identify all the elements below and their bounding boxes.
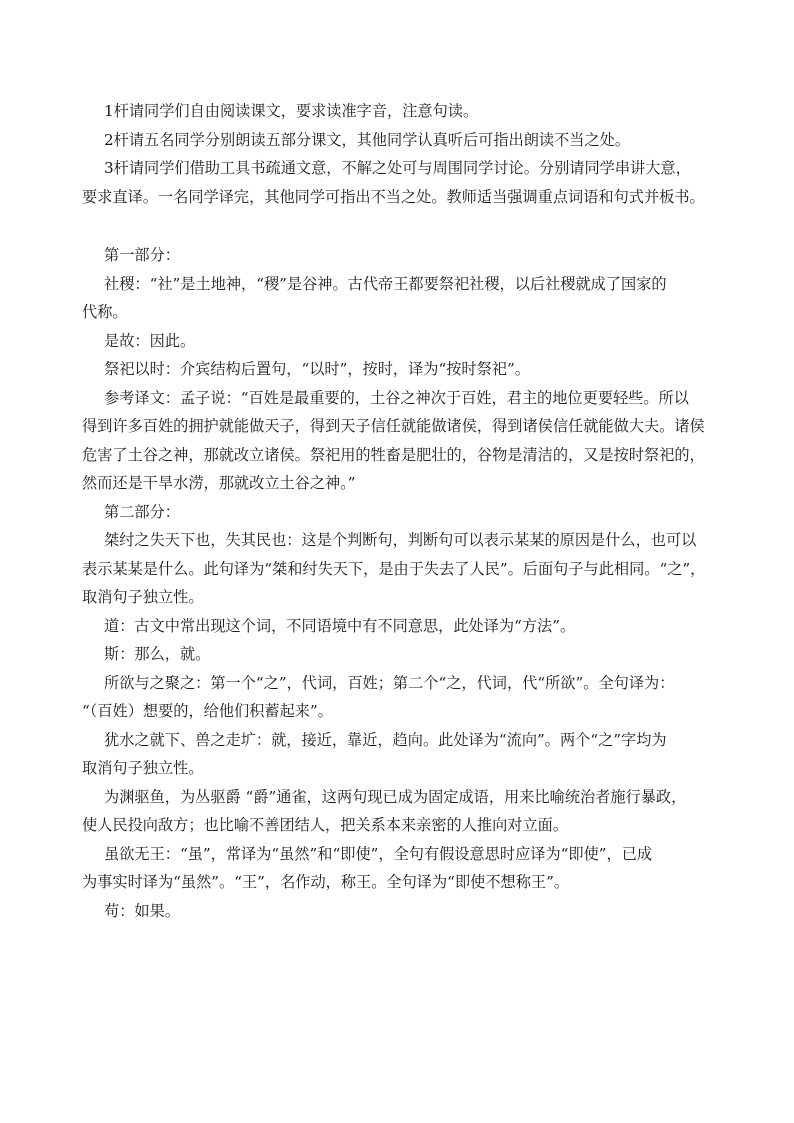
step-3-line-1: 3杆请同学们借助工具书疏通文意，不解之处可与周围同学讨论。分别请同学串讲大意， bbox=[104, 159, 691, 177]
part1-line: 得到许多百姓的拥护就能做天子，得到天子信任就能做诸侯，得到诸侯信任就能做大夫。诸侯 bbox=[82, 417, 705, 435]
part1-line: 代称。 bbox=[82, 303, 128, 321]
part2-line: 为渊驱鱼，为丛驱爵 “爵”通雀，这两句现已成为固定成语，用来比喻统治者施行暴政， bbox=[104, 787, 687, 806]
part2-line: 取消句子独立性。 bbox=[82, 759, 204, 777]
part1-line: 是故：因此。 bbox=[104, 331, 196, 350]
part2-line: 斯：那么，就。 bbox=[104, 645, 211, 663]
part1-line: 危害了土谷之神，那就改立诸侯。祭祀用的牲畜是肥壮的，谷物是清洁的，又是按时祭祀的， bbox=[82, 445, 705, 464]
section-gap bbox=[104, 211, 712, 241]
part1-line: 然而还是干旱水涝，那就改立土谷之神。” bbox=[82, 474, 356, 492]
part2-line: 犹水之就下、兽之走圹：就，接近，靠近，趋向。此处译为“流向”。两个“之”字均为 bbox=[104, 730, 667, 749]
part2-line: 道：古文中常出现这个词，不同语境中有不同意思，此处译为“方法”。 bbox=[104, 616, 576, 635]
part1-line: 祭祀以时：介宾结构后置句，“以时”，按时，译为“按时祭祀”。 bbox=[104, 360, 530, 378]
part2-line: 虽欲无王：“虽”，常译为“虽然”和“即使”，全句有假设意思时应译为“即使”，已成 bbox=[104, 844, 653, 863]
part1-line: 社稷：“社”是土地神，“稷”是谷神。古代帝王都要祭祀社稷，以后社稷就成了国家的 bbox=[104, 274, 667, 293]
part2-line: 使人民投向敌方；也比喻不善团结人，把关系本来亲密的人推向对立面。 bbox=[82, 816, 568, 834]
step-3-line-2: 要求直译。一名同学译完，其他同学可指出不当之处。教师适当强调重点词语和句式并板书。 bbox=[82, 187, 705, 206]
step-1: 1杆请同学们自由阅读课文，要求读准字音，注意句读。 bbox=[104, 102, 479, 120]
part2-line: 苟：如果。 bbox=[104, 901, 180, 920]
part1-heading: 第一部分： bbox=[104, 246, 180, 264]
part2-line: 为事实时译为“虽然”。“王”，名作动，称王。全句译为“即使不想称王”。 bbox=[82, 873, 570, 891]
step-2: 2杆请五名同学分别朗读五部分课文，其他同学认真听后可指出朗读不当之处。 bbox=[104, 130, 631, 149]
part2-line: 取消句子独立性。 bbox=[82, 588, 204, 606]
part2-line: “（百姓）想要的，给他们积蓄起来”。 bbox=[82, 702, 333, 720]
part2-heading: 第二部分： bbox=[104, 502, 180, 521]
part2-line: 桀纣之失天下也，失其民也：这是个判断句，判断句可以表示某某的原因是什么，也可以 bbox=[104, 531, 697, 549]
part2-line: 所欲与之聚之：第一个“之”，代词，百姓；第二个“之，代词，代“所欲”。全句译为： bbox=[104, 673, 675, 692]
part2-line: 表示某某是什么。此句译为“桀和纣失天下，是由于失去了人民”。后面句子与此相同。“之”， bbox=[82, 559, 706, 578]
part1-line: 参考译文：孟子说：“百姓是最重要的，土谷之神次于百姓，君主的地位更要轻些。所以 bbox=[104, 388, 689, 407]
